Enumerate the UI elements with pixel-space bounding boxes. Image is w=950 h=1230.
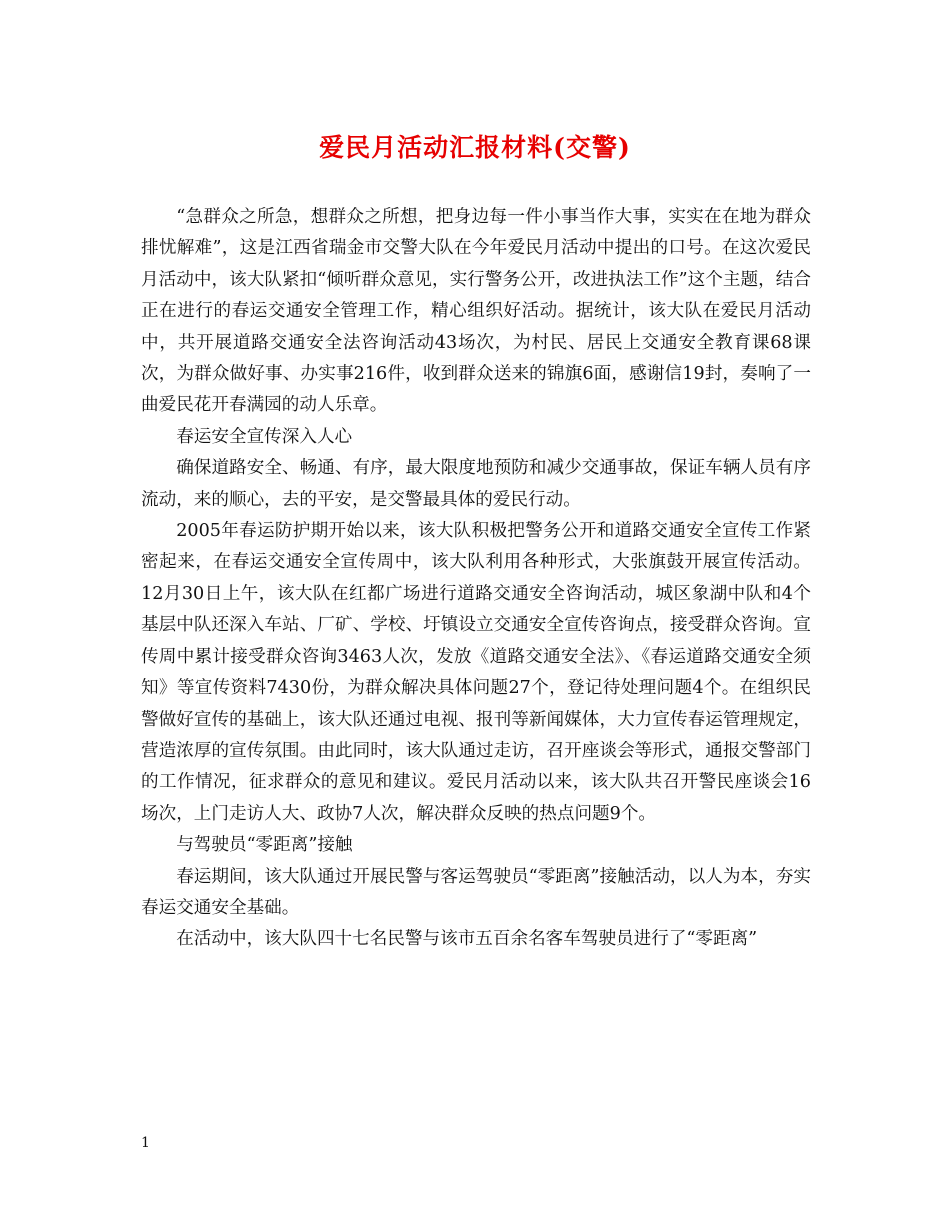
paragraph-intro: “急群众之所急，想群众之所想，把身边每一件小事当作大事，实实在在地为群众排忧解难”，这是江西省瑞金市交警大队在今年爱民月活动中提出的口号。在这次爱民月活动中，该大队紧扣“倾听群众意见，实行警务公开，改进执法工作”这个主题，结合正在进行的春运交通安全管理工作，精心组织好活动。据统计，该大队在爱民月活动中，共开展道路交通安全法咨询活动43场次，为村民、居民上交通安全教育课68课次，为群众做好事、办实事216件，收到群众送来的锦旗6面，感谢信19封，奏响了一曲爱民花开春满园的动人乐章。 xyxy=(141,207,811,416)
section-heading-spring-safety: 春运安全宣传深入人心 xyxy=(176,426,353,447)
page-number: 1 xyxy=(141,1135,150,1151)
document-title: 爱民月活动汇报材料(交警) xyxy=(319,133,631,162)
section-heading-zero-distance: 与驾驶员“零距离”接触 xyxy=(176,835,353,856)
paragraph-activity: 在活动中，该大队四十七名民警与该市五百余名客车驾驶员进行了“零距离” xyxy=(176,929,758,950)
paragraph-zero-distance: 春运期间，该大队通过开展民警与客运驾驶员“零距离”接触活动，以人为本，夯实春运交通安全基础。 xyxy=(141,866,811,918)
paragraph-publicity-week: 2005年春运防护期开始以来，该大队积极把警务公开和道路交通安全宣传工作紧密起来，在春运交通安全宣传周中，该大队利用各种形式，大张旗鼓开展宣传活动。12月30日上午，该大队在红都广场进行道路交通安全咨询活动，城区象湖中队和4个基层中队还深入车站、厂矿、学校、圩镇设立交通安全宣传咨询点，接受群众咨询。宣传周中累计接受群众咨询3463人次，发放《道路交通安全法》、《春运道路交通安全须知》等宣传资料7430份，为群众解决具体问题27个，登记待处理问题4个。在组织民警做好宣传的基础上，该大队还通过电视、报刊等新闻媒体，大力宣传春运管理规定，营造浓厚的宣传氛围。由此同时，该大队通过走访，召开座谈会等形式，通报交警部门的工作情况，征求群众的意见和建议。爱民月活动以来，该大队共召开警民座谈会16场次，上门走访人大、政协7人次，解决群众反映的热点问题9个。 xyxy=(141,521,811,824)
document-body xyxy=(141,202,811,956)
paragraph-safety-goal: 确保道路安全、畅通、有序，最大限度地预防和减少交通事故，保证车辆人员有序流动，来的顺心，去的平安，是交警最具体的爱民行动。 xyxy=(141,458,811,510)
